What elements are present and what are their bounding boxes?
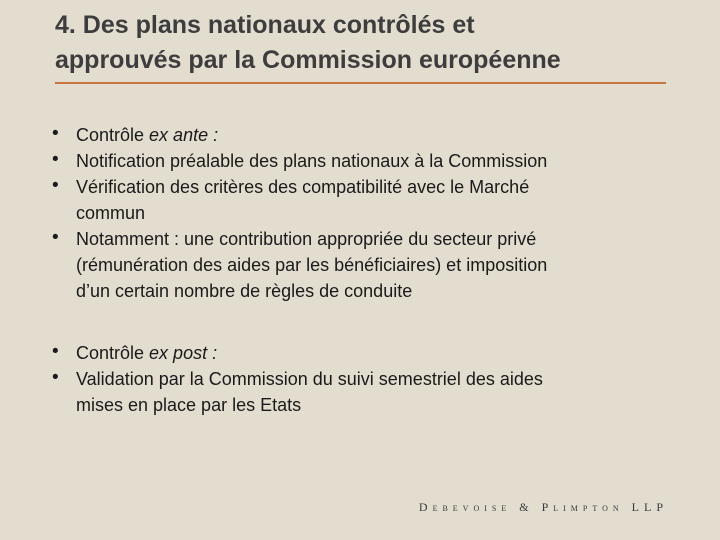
heading-prefix: Contrôle	[76, 343, 150, 363]
bullet-item	[52, 366, 672, 418]
title-underline	[55, 82, 666, 84]
bullet-heading-ex-ante	[52, 122, 672, 148]
bullet-icon: •	[52, 341, 59, 362]
heading-prefix: Contrôle	[76, 125, 150, 145]
bullet-item	[52, 148, 672, 174]
bullet-text-line: commun	[76, 203, 146, 223]
bullet-icon: •	[52, 367, 59, 388]
heading-emphasis: ex post :	[149, 343, 218, 363]
heading-emphasis: ex ante :	[149, 125, 219, 145]
bullet-item	[52, 226, 672, 304]
slide-title	[55, 8, 675, 78]
bullet-text-line: d’un certain nombre de règles de conduite	[76, 281, 413, 301]
title-line-1: 4. Des plans nationaux contrôlés et	[55, 11, 475, 39]
bullet-heading-ex-post	[52, 340, 672, 366]
bullet-item	[52, 174, 672, 226]
bullet-icon: •	[52, 149, 59, 170]
bullet-text-line: Notamment : une contribution appropriée du secteur privé	[76, 229, 537, 249]
bullet-list-ex-post	[52, 340, 672, 418]
bullet-text-line: mises en place par les Etats	[76, 395, 302, 415]
bullet-icon: •	[52, 175, 59, 196]
bullet-icon: •	[52, 227, 59, 248]
bullet-icon: •	[52, 123, 59, 144]
bullet-text-line: (rémunération des aides par les bénéficiaires) et imposition	[76, 255, 548, 275]
title-line-2: approuvés par la Commission européenne	[55, 46, 561, 74]
bullet-list-ex-ante	[52, 122, 672, 304]
firm-footer-logo: Debevoise & Plimpton LLP	[418, 500, 668, 514]
bullet-text: Notification préalable des plans nationaux à la Commission	[76, 151, 548, 171]
bullet-text-line: Validation par la Commission du suivi semestriel des aides	[76, 369, 543, 389]
bullet-text-line: Vérification des critères des compatibilité avec le Marché	[76, 177, 530, 197]
